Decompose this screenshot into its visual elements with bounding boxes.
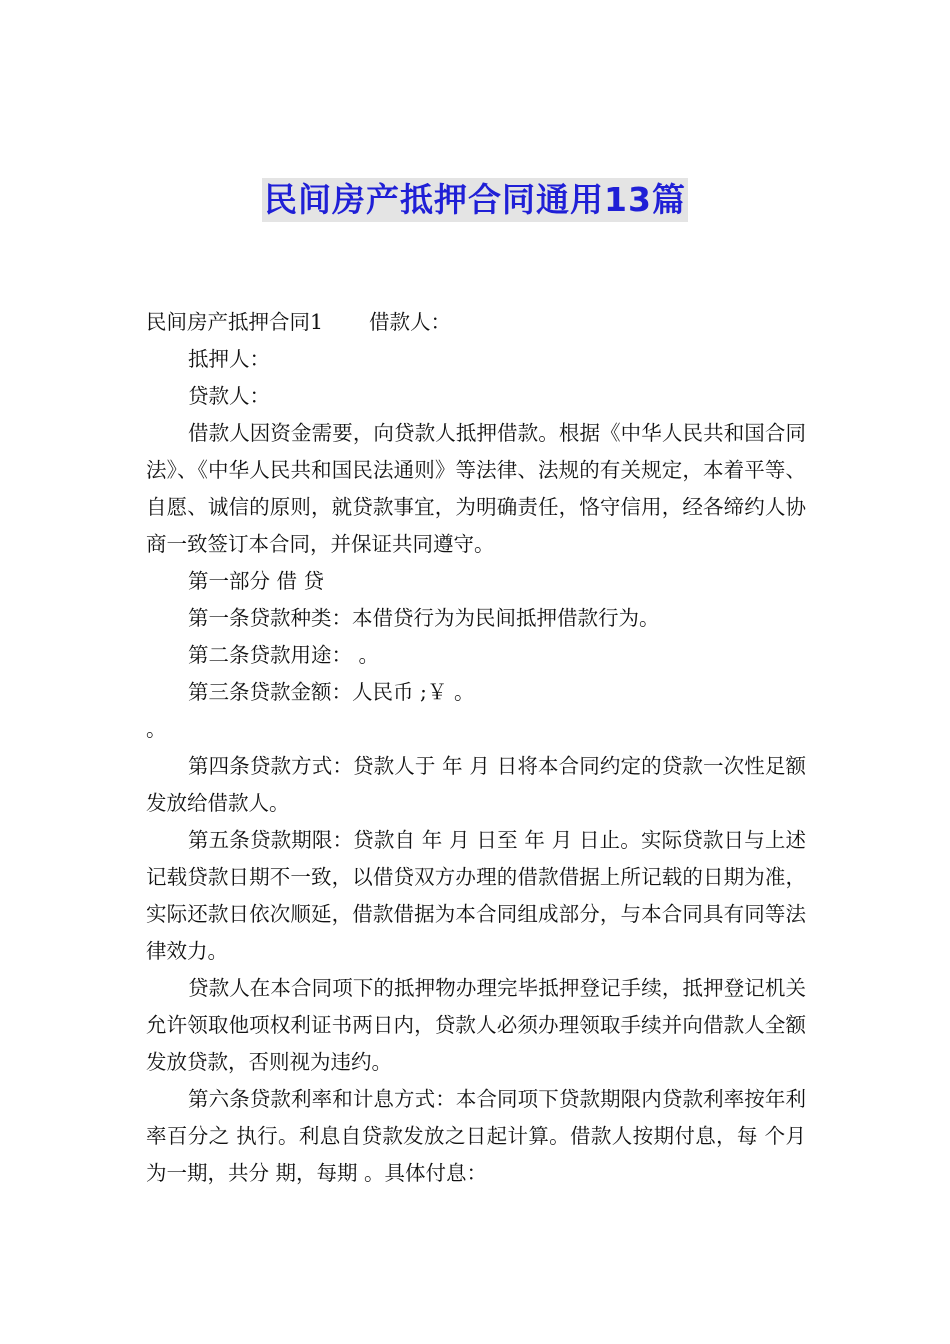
heading-line	[146, 304, 806, 341]
document-title: 民间房产抵押合同通用13篇	[262, 178, 688, 222]
part-one-heading: 第一部分 借 贷	[188, 569, 325, 593]
article-4: 第四条贷款方式：贷款人于 年 月 日将本合同约定的贷款一次性足额发放给借款人。	[146, 754, 806, 815]
article-3: 第三条贷款金额：人民币 ;￥ 。	[188, 680, 475, 704]
article-2: 第二条贷款用途： 。	[188, 643, 380, 667]
article-5-continuation: 贷款人在本合同项下的抵押物办理完毕抵押登记手续，抵押登记机关允许领取他项权利证书两日内，贷款人必须办理领取手续并向借款人全额发放贷款，否则视为违约。	[146, 976, 806, 1074]
title-container	[0, 178, 950, 222]
lender-label: 贷款人：	[188, 384, 270, 408]
article-5: 第五条贷款期限：贷款自 年 月 日至 年 月 日止。实际贷款日与上述记载贷款日期不一致，以借贷双方办理的借款借据上所记载的日期为准，实际还款日依次顺延，借款借据为本合同组成部分，与本合同具有同等法律效力。	[146, 828, 806, 963]
article-3-continuation: 。	[146, 717, 167, 741]
intro-paragraph: 借款人因资金需要，向贷款人抵押借款。根据《中华人民共和国合同法》、《中华人民共和国民法通则》等法律、法规的有关规定，本着平等、自愿、诚信的原则，就贷款事宜，为明确责任，恪守信用，经各缔约人协商一致签订本合同，并保证共同遵守。	[146, 421, 806, 556]
article-6: 第六条贷款利率和计息方式：本合同项下贷款期限内贷款利率按年利率百分之 执行。利息自贷款发放之日起计算。借款人按期付息，每 个月为一期，共分 期，每期 。具体付息：	[146, 1087, 806, 1185]
article-1: 第一条贷款种类：本借贷行为为民间抵押借款行为。	[188, 606, 660, 630]
document-body	[146, 304, 806, 1192]
borrower-label: 借款人：	[369, 310, 452, 334]
mortgagor-label: 抵押人：	[188, 347, 270, 371]
contract-heading: 民间房产抵押合同1	[146, 310, 324, 334]
